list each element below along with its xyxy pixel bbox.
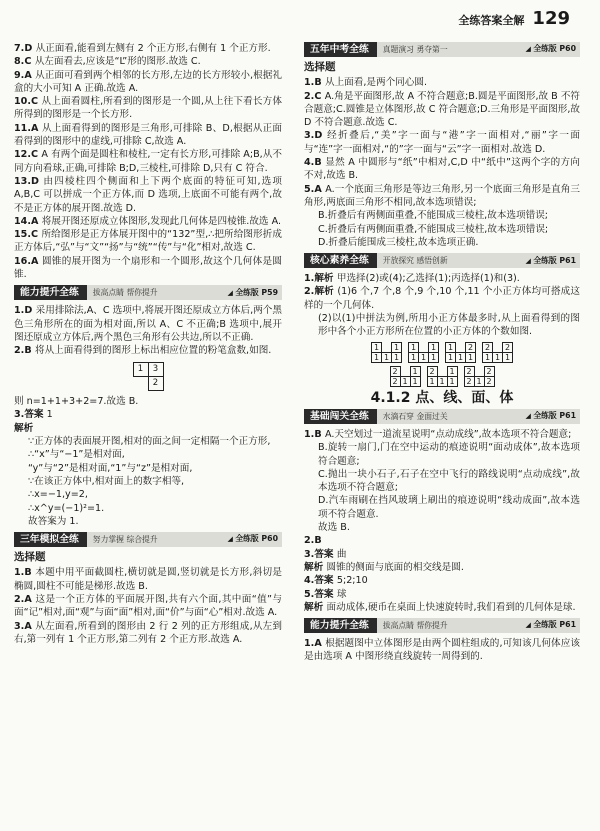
grid-cell: 1 — [447, 366, 457, 376]
answer-text: 从正面可看到两个相邻的长方形,左边的长方形较小,根据礼盒的大小可知 A 正确.故选 A. — [14, 69, 282, 94]
answer-number: 11.A — [14, 122, 42, 134]
answer-item — [304, 428, 580, 441]
core-answers — [304, 272, 580, 338]
answer-item — [304, 129, 580, 156]
q3-answer — [14, 408, 282, 421]
answer-item — [304, 561, 580, 574]
ability-answers — [14, 304, 282, 357]
grid-cell — [400, 366, 410, 376]
page-number: 129 — [532, 8, 570, 29]
grid-cell: 2 — [427, 366, 437, 376]
grid-cell — [456, 342, 466, 352]
banner-subtitle: 拔高点睛 帮你提升 — [382, 620, 448, 630]
answer-item — [304, 236, 580, 249]
q3-value: 1 — [46, 409, 53, 421]
grid-cell: 1 — [392, 352, 402, 362]
answer-item — [14, 55, 282, 68]
analysis-label: 解析 — [14, 422, 34, 434]
grid-cell — [437, 366, 447, 376]
answer-line: 则 n=1+1+3+2=7.故选 B. — [14, 396, 139, 408]
answer-item — [304, 601, 580, 614]
grid-cell: 1 — [429, 342, 439, 352]
answer-number: 1.A — [304, 638, 326, 650]
answer-number: 3.答案 — [304, 548, 337, 560]
answer-item — [14, 215, 282, 228]
banner-ability-2 — [304, 618, 580, 633]
banner-reference: ◢ 全练版 P60 — [228, 532, 283, 546]
answer-number: 12.C — [14, 149, 42, 161]
banner-tag: 基础闯关全练 — [304, 409, 377, 424]
answer-text: 采用排除法,A、C 选项中,将展开图还原成立方体后,两个黑色三角形所在的面为相对面,所以 A、C 不正确;B 选项中,展开图还原成立方体后,两个黑色三角形有公共边,所以不正确. — [14, 305, 282, 343]
count-grid — [464, 366, 495, 387]
answer-item — [304, 494, 580, 521]
answer-text: 从左面看去,应该是“L”形的图形.故选 C. — [34, 56, 201, 68]
grid-cell: 1 — [409, 352, 419, 362]
page-header — [458, 8, 570, 34]
answer-item — [304, 183, 580, 210]
answer-item — [304, 588, 580, 601]
answer-item — [304, 468, 580, 495]
banner-subtitle: 水滴石穿 金面过关 — [382, 411, 448, 421]
ability-answers-2 — [304, 637, 580, 664]
answer-text: 面动成体,硬币在桌面上快速旋转时,我们看到的几何体是球. — [326, 601, 576, 613]
grid-cell: 2 — [148, 376, 163, 390]
answer-text: 曲 — [336, 548, 347, 560]
answer-number: 2.B — [304, 535, 322, 547]
count-grid — [408, 342, 439, 363]
answer-number: 2.A — [14, 593, 36, 605]
banner-tag: 三年模拟全练 — [14, 532, 87, 547]
grid-cell: 1 — [372, 352, 382, 362]
grid-cell: 1 — [446, 342, 456, 352]
answer-text: 本题中用平面截圆柱,横切就是圆,竖切就是长方形,斜切是椭圆,圆柱不可能是梯形.故选 B. — [14, 567, 282, 592]
answer-text: B.折叠后有两侧面重叠,不能围成三棱柱,故本选项错误; — [318, 210, 549, 222]
grid-cell: 1 — [419, 352, 429, 362]
answer-item — [304, 156, 580, 183]
answer-number: 5.A — [304, 183, 326, 195]
answer-item — [14, 304, 282, 344]
grid-cell: 1 — [447, 376, 457, 386]
grid-cell: 1 — [483, 352, 493, 362]
grid-cell: 2 — [484, 376, 494, 386]
grid-cell — [474, 366, 484, 376]
answer-item — [304, 574, 580, 587]
choice-title: 选择题 — [14, 551, 46, 564]
answer-number: 1.D — [14, 305, 36, 317]
grid-cell: 1 — [382, 352, 392, 362]
grid-cell: 2 — [390, 376, 400, 386]
grid-cell: 2 — [483, 342, 493, 352]
answer-item — [14, 122, 282, 149]
answer-text: 从左面看,所看到的图形由 2 行 2 列的正方形组成,从左到右,第一列有 1 个正方形,第二列有 2 个正方形.故选 A. — [14, 620, 282, 645]
answer-item — [14, 593, 282, 620]
answer-number: 14.A — [14, 215, 42, 227]
subsection-title: 4.1.2 点、线、面、体 — [370, 389, 514, 406]
explanation-line: ∴x^y=(−1)²=1. — [28, 502, 105, 514]
answer-number: 1.B — [14, 567, 36, 579]
answer-number: 解析 — [304, 561, 327, 573]
answers-part-a — [14, 42, 282, 281]
answer-text: C.折叠后有两侧面重叠,不能围成三棱柱,故本选项错误; — [318, 223, 549, 235]
answer-item — [14, 566, 282, 593]
grid-cell: 1 — [437, 376, 447, 386]
grid-cell: 2 — [464, 376, 474, 386]
grid-cell: 1 — [392, 342, 402, 352]
grid-cell: 2 — [464, 366, 474, 376]
answer-number: 2.B — [14, 345, 35, 357]
answer-number: 10.C — [14, 96, 42, 108]
answer-text: 这是一个正方体的平面展开图,共有六个面,其中面“值”与面“记”相对,面“观”与面“面”相对,面“价”与面“心”相对.故选 A. — [14, 593, 282, 619]
answer-text: 从上面看得到的图形是三角形,可排除 B、D,根据从正面看得到的图形中的虚线,可排除 C,故选 A. — [14, 122, 282, 148]
grid-cell: 1 — [410, 366, 420, 376]
banner-tag: 五年中考全练 — [304, 42, 377, 57]
answer-item — [304, 534, 580, 547]
grid-cell: 1 — [400, 376, 410, 386]
answer-item — [14, 255, 282, 282]
answer-text: 从正面看,能看到左侧有 2 个正方形,右侧有 1 个正方形. — [35, 43, 271, 54]
answer-number: 5.答案 — [304, 588, 337, 600]
answer-text: (2)以(1)中拼法为例,所用小正方体最多时,从上面看得到的图形中各个小正方形所在位置的小正方体的个数如图. — [318, 313, 580, 338]
banner-subtitle: 开放探究 感悟创新 — [382, 256, 448, 265]
answer-item — [304, 272, 580, 285]
banner-subtitle: 拔高点睛 帮你提升 — [92, 288, 158, 298]
count-grid — [482, 342, 513, 363]
minigrid-row-2 — [304, 366, 580, 387]
minigrid-row-1 — [304, 342, 580, 363]
grid-cell: 1 — [466, 352, 476, 362]
answer-item — [14, 69, 282, 96]
grid-cell: 1 — [410, 376, 420, 386]
banner-basic — [304, 409, 580, 424]
answer-text: 将从上面看得到的图形上标出相应位置的粉笔盒数,如图. — [34, 345, 272, 357]
grid-cell — [382, 342, 392, 352]
grid-cell — [419, 342, 429, 352]
exam-answers — [304, 76, 580, 249]
answer-number: 解析 — [304, 601, 327, 613]
grid-cell: 2 — [503, 342, 513, 352]
top-view-count-grid — [133, 362, 164, 392]
answer-number: 7.D — [14, 43, 36, 54]
banner-tag: 核心素养全练 — [304, 253, 377, 268]
grid-cell: 1 — [372, 342, 382, 352]
grid-cell: 3 — [148, 362, 163, 376]
answer-number: 8.C — [14, 56, 35, 68]
banner-subtitle: 努力掌握 综合提升 — [92, 534, 158, 544]
answer-text: 显然 A 中圆形与“纸”中相对,C,D 中“纸中”这两个字的方向不对,故选 B. — [304, 157, 580, 182]
answer-text: B.旋转一扇门,门在空中运动的痕迹说明“面动成体”,故本选项符合题意; — [318, 442, 580, 467]
answer-item — [304, 312, 580, 339]
answer-text: 根据题图中立体图形是由两个圆柱组成的,可知该几何体应该是由选项 A 中图形绕直线旋转一周得到的. — [304, 638, 580, 663]
answer-item — [304, 90, 580, 130]
left-column — [14, 42, 282, 646]
banner-reference: ◢ 全练版 P61 — [526, 618, 581, 632]
answer-text: D.折叠后能围成三棱柱,故本选项正确. — [318, 236, 479, 248]
answer-text: 经折叠后,“美”字一面与“港”字一面相对,“丽”字一面与“连”字一面相对,“的”字一面与“云”字一面相对.故选 D. — [304, 130, 581, 155]
answer-item — [14, 620, 282, 647]
answer-item — [304, 285, 580, 312]
answer-text: C.抛出一块小石子,石子在空中飞行的路线说明“点动成线”,故本选项不符合题意; — [318, 468, 580, 494]
grid-cell: 2 — [466, 342, 476, 352]
answer-number: 4.答案 — [304, 575, 337, 587]
answer-item — [304, 76, 580, 89]
answer-text: 圆锥的展开图为一个扇形和一个圆形,故这个几何体是圆锥. — [14, 255, 282, 281]
explanation-line: ∵在该正方体中,相对面上的数字相等, — [28, 475, 185, 487]
grid-cell: 1 — [133, 362, 148, 376]
answer-text: 5;2;10 — [336, 575, 368, 587]
answer-item — [304, 637, 580, 664]
banner-reference: ◢ 全练版 P60 — [526, 42, 581, 56]
banner-exam — [304, 42, 580, 57]
right-column — [304, 42, 580, 664]
answer-item — [14, 148, 282, 175]
grid-cell: 1 — [429, 352, 439, 362]
banner-reference: ◢ 全练版 P61 — [526, 254, 581, 268]
answer-number: 3.D — [304, 130, 328, 142]
answer-number: 1.B — [304, 77, 325, 89]
explanation-line: ∴x=−1,y=2, — [28, 489, 88, 501]
answer-text: 球 — [336, 588, 347, 600]
answer-number: 2.解析 — [304, 286, 338, 298]
answer-item — [14, 228, 282, 255]
grid-cell: 2 — [484, 366, 494, 376]
banner-tag: 能力提升全练 — [304, 618, 377, 633]
answer-text: D.汽车雨刷在挡风玻璃上刷出的痕迹说明“线动成面”,故本选项不符合题意. — [318, 495, 580, 520]
answer-item — [304, 223, 580, 236]
grid-cell: 2 — [390, 366, 400, 376]
grid-cell: 1 — [456, 352, 466, 362]
answer-text: 圆锥的侧面与底面的相交线是圆. — [326, 561, 464, 573]
answer-number: 3.A — [14, 620, 36, 632]
answer-text: (1)6 个,7 个,8 个,9 个,10 个,11 个小正方体均可搭成这样的一个几何体. — [304, 286, 580, 311]
count-grid — [371, 342, 402, 363]
answer-number: 4.B — [304, 157, 326, 169]
count-grid — [427, 366, 458, 387]
answer-number: 2.C — [304, 90, 325, 102]
q3-explanation — [14, 435, 282, 528]
banner-mock — [14, 532, 282, 547]
answer-text: 将展开图还原成立体图形,发现此几何体是四棱锥.故选 A. — [41, 215, 282, 227]
answer-number: 9.A — [14, 69, 36, 81]
explanation-line: 故答案为 1. — [28, 515, 79, 527]
mock-answers — [14, 566, 282, 646]
answer-item — [14, 95, 282, 122]
answer-text: A.天空划过一道流星说明“点动成线”,故本选项不符合题意; — [324, 428, 572, 440]
answer-item — [14, 344, 282, 357]
grid-cell: 1 — [474, 376, 484, 386]
answer-item — [304, 548, 580, 561]
answer-number: 16.A — [14, 255, 43, 267]
answer-number: 1.B — [304, 428, 325, 440]
explanation-line: ∴“x”与“−1”是相对面, — [28, 449, 125, 461]
banner-core — [304, 253, 580, 268]
answer-text: 所给图形是正方体展开图中的“132”型,∴把所给图形折成正方体后,“弘”与“文”“扬”与“统”“传”与“化”相对,故选 C. — [14, 229, 282, 254]
basic-answers — [304, 428, 580, 614]
count-grid — [390, 366, 421, 387]
brand-title: 全练答案全解 — [458, 14, 525, 27]
answer-item — [304, 441, 580, 468]
answer-text: 甲选择(2)或(4);乙选择(1);丙选择(1)和(3). — [336, 273, 520, 285]
grid-cell: 1 — [493, 352, 503, 362]
answer-item — [14, 42, 282, 55]
answer-text: A.角是平面图形,故 A 不符合题意;B.圆是平面图形,故 B 不符合题意;C.圆锥是立体图形,故 C 符合题意;D.三角形是平面图形,故 D 不符合题意.故选 C. — [304, 90, 581, 129]
q3-label: 3.答案 — [14, 409, 44, 421]
choice-title: 选择题 — [304, 61, 336, 73]
answer-text: 故选 B. — [318, 522, 350, 534]
explanation-line: ∵正方体的表面展开图,相对的面之间一定相隔一个正方形, — [28, 436, 271, 448]
count-grid — [445, 342, 476, 363]
banner-tag: 能力提升全练 — [14, 285, 87, 300]
grid-cell — [493, 342, 503, 352]
banner-reference: ◢ 全练版 P59 — [228, 286, 283, 300]
grid-cell: 1 — [427, 376, 437, 386]
answer-text: 从上面看,是两个同心圆. — [324, 77, 428, 89]
grid-cell — [133, 376, 148, 390]
answer-number: 13.D — [14, 175, 44, 187]
answer-text: A 有两个面是圆柱和棱柱,一定有长方形,可排除 A;B,从不同方向看球,正确,可排除 B;D,三棱柱,可排除 D,只有 C 符合. — [14, 149, 282, 174]
banner-ability-1 — [14, 285, 282, 300]
answer-number: 15.C — [14, 229, 42, 241]
grid-cell: 1 — [409, 342, 419, 352]
answer-text: A.一个底面三角形是等边三角形,另一个底面三角形是直角三角形,两底面三角形不相同,故本选项错误; — [304, 183, 580, 208]
answer-item — [304, 521, 580, 534]
answer-text: 从上面看圆柱,所看到的图形是一个圆,从上往下看长方体所得到的图形是一个长方形. — [14, 96, 282, 121]
banner-reference: ◢ 全练版 P61 — [526, 409, 581, 423]
answer-text: 由四棱柱四个侧面和上下两个底面的特征可知,选项 A,B,C 可以拼成一个正方体,而 D 选项,上底面不可能有两个,故不是正方体的展开图.故选 D. — [14, 175, 282, 214]
banner-subtitle: 真题演习 勇夺第一 — [382, 44, 448, 54]
answer-item — [14, 175, 282, 215]
answer-item — [304, 209, 580, 222]
grid-cell: 1 — [503, 352, 513, 362]
q3-head — [14, 422, 282, 435]
answer-number: 1.解析 — [304, 273, 337, 285]
grid-cell: 1 — [446, 352, 456, 362]
explanation-line: “y”与“2”是相对面,“1”与“z”是相对面, — [28, 462, 193, 474]
